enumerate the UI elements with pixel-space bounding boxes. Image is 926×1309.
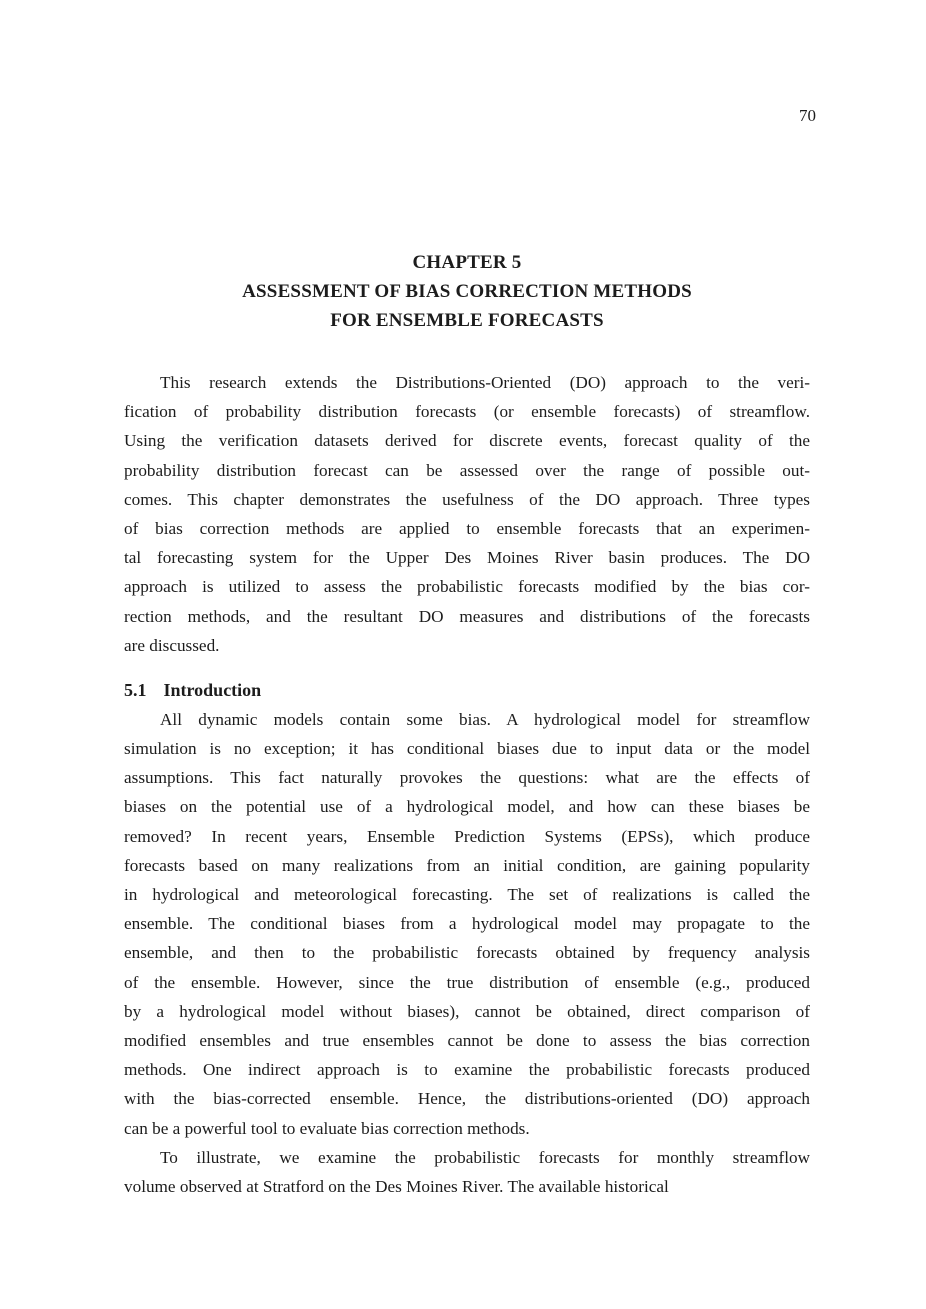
text-line: comes. This chapter demonstrates the usefulness of the DO approach. Three types bbox=[124, 489, 810, 509]
paragraph-introduction-body bbox=[124, 705, 810, 1143]
text-line: ensemble. The conditional biases from a hydrological model may propagate to the bbox=[124, 914, 810, 934]
text-line: simulation is no exception; it has conditional biases due to input data or the model bbox=[124, 739, 810, 759]
page-number: 70 bbox=[799, 106, 816, 125]
text-line: rection methods, and the resultant DO measures and distributions of the forecasts bbox=[124, 606, 810, 626]
text-line: fication of probability distribution forecasts (or ensemble forecasts) of streamflow. bbox=[124, 402, 810, 422]
text-line: in hydrological and meteorological forecasting. The set of realizations is called the bbox=[124, 885, 810, 904]
text-line: Using the verification datasets derived for discrete events, forecast quality of the bbox=[124, 431, 810, 451]
text-line: probability distribution forecast can be assessed over the range of possible out- bbox=[124, 460, 810, 480]
text-line: forecasts based on many realizations from an initial condition, are gaining popularity bbox=[124, 855, 810, 875]
text-line: ensemble, and then to the probabilistic forecasts obtained by frequency analysis bbox=[124, 943, 810, 963]
chapter-heading bbox=[124, 248, 810, 335]
text-line: methods. One indirect approach is to examine the probabilistic forecasts produced bbox=[124, 1060, 810, 1080]
section-title: Introduction bbox=[163, 679, 262, 700]
text-line: All dynamic models contain some bias. A hydrological model for streamflow bbox=[160, 709, 810, 729]
text-line: are discussed. bbox=[124, 635, 220, 655]
page-content bbox=[124, 0, 810, 1201]
body-text bbox=[124, 368, 810, 1201]
text-line: approach is utilized to assess the probabilistic forecasts modified by the bias cor- bbox=[124, 577, 810, 597]
chapter-kicker: CHAPTER 5 bbox=[412, 252, 522, 273]
paragraph-illustration bbox=[124, 1143, 810, 1201]
chapter-title-line-2: FOR ENSEMBLE FORECASTS bbox=[330, 310, 604, 331]
text-line: of bias correction methods are applied to ensemble forecasts that an experimen- bbox=[124, 518, 810, 538]
text-line: assumptions. This fact naturally provokes the questions: what are the effects of bbox=[124, 768, 810, 788]
text-line: with the bias-corrected ensemble. Hence, the distributions-oriented (DO) approach bbox=[124, 1089, 810, 1109]
text-line: biases on the potential use of a hydrological model, and how can these biases be bbox=[124, 797, 810, 817]
text-line: can be a powerful tool to evaluate bias correction methods. bbox=[124, 1118, 530, 1138]
text-line: volume observed at Stratford on the Des Moines River. The available historical bbox=[124, 1176, 669, 1196]
text-line: modified ensembles and true ensembles cannot be done to assess the bias correction bbox=[124, 1030, 810, 1050]
text-line: by a hydrological model without biases), cannot be obtained, direct comparison of bbox=[124, 1001, 810, 1021]
text-line: To illustrate, we examine the probabilistic forecasts for monthly streamflow bbox=[160, 1147, 810, 1167]
text-line: of the ensemble. However, since the true distribution of ensemble (e.g., produced bbox=[124, 972, 810, 992]
paragraph-intro-chapter bbox=[124, 368, 810, 660]
section-heading-5-1 bbox=[124, 676, 810, 705]
section-number: 5.1 bbox=[124, 679, 147, 700]
text-line: tal forecasting system for the Upper Des Moines River basin produces. The DO bbox=[124, 548, 810, 568]
text-line: This research extends the Distributions-Oriented (DO) approach to the veri- bbox=[160, 373, 810, 392]
text-line: removed? In recent years, Ensemble Prediction Systems (EPSs), which produce bbox=[124, 826, 810, 846]
chapter-title-line-1: ASSESSMENT OF BIAS CORRECTION METHODS bbox=[242, 281, 692, 302]
